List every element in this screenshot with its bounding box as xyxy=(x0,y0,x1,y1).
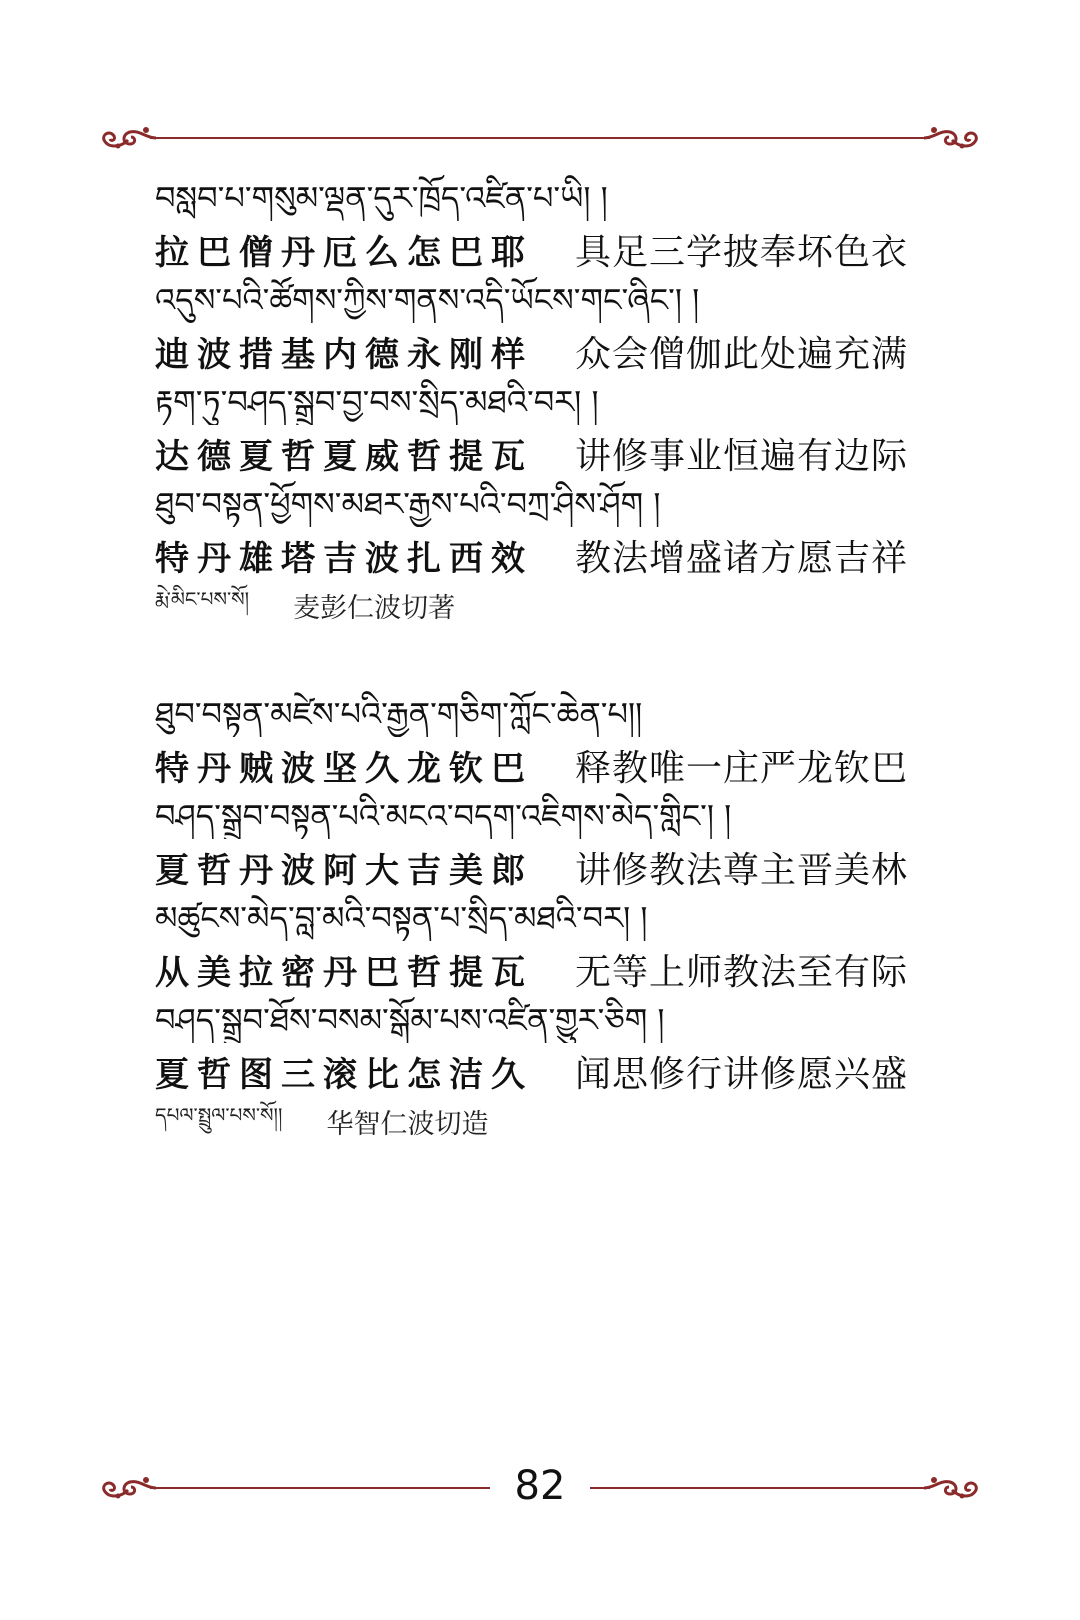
tibetan-line: རྟག་ཏུ་བཤད་སྒྲུབ་བྱ་བས་སྲིད་མཐའི་བར། ། xyxy=(155,383,599,421)
translation-line: 无等上师教法至有际 xyxy=(575,951,909,992)
scroll-ornament-icon xyxy=(922,122,980,152)
author-signature xyxy=(155,1099,925,1143)
verse-pair xyxy=(155,221,925,277)
translation-line: 教法增盛诸方愿吉祥 xyxy=(575,537,909,578)
tibetan-line: ཐུབ་བསྟན་ཕྱོགས་མཐར་རྒྱས་པའི་བཀྲ་ཤིས་ཤོག ། xyxy=(155,485,661,523)
translation-line: 讲修教法尊主晋美林 xyxy=(575,849,909,890)
translation-line: 具足三学披奉坏色衣 xyxy=(575,231,909,272)
transliteration-line: 迪波措基内德永刚样 xyxy=(155,334,533,375)
verse-pair xyxy=(155,425,925,481)
transliteration-line: 夏哲丹波阿大吉美郎 xyxy=(155,850,533,891)
prayer-text xyxy=(155,175,925,1143)
tibetan-line: འདུས་པའི་ཚོགས་ཀྱིས་གནས་འདི་ཡོངས་གང་ཞིང་། ། xyxy=(155,281,700,319)
verse-pair xyxy=(155,941,925,997)
transliteration-line: 拉巴僧丹厄么怎巴耶 xyxy=(155,232,533,273)
translation-line: 释教唯一庄严龙钦巴 xyxy=(575,747,909,788)
translation-line: 闻思修行讲修愿兴盛 xyxy=(575,1053,909,1094)
tibetan-line: བསླབ་པ་གསུམ་ལྡན་དུར་ཁྲོད་འཛིན་པ་ཡི། ། xyxy=(155,179,608,217)
tibetan-line: ཐུབ་བསྟན་མཛེས་པའི་རྒྱན་གཅིག་ཀློང་ཆེན་པ།། xyxy=(155,695,643,733)
transliteration-line: 特丹贼波坚久龙钦巴 xyxy=(155,748,533,789)
verse-pair xyxy=(155,323,925,379)
tibetan-line: མཚུངས་མེད་བླ་མའི་བསྟན་པ་སྲིད་མཐའི་བར། ། xyxy=(155,899,648,937)
signature-tibetan: དཔལ་སྤྲུལ་པས་སོ།། xyxy=(155,1103,283,1127)
scroll-ornament-icon xyxy=(922,1472,980,1502)
author-signature xyxy=(155,583,925,627)
divider-line xyxy=(150,1487,490,1489)
tibetan-line: བཤད་སྒྲུབ་ཐོས་བསམ་སྒོམ་པས་འཛིན་གྱུར་ཅིག ། xyxy=(155,1001,665,1039)
page-number: 82 xyxy=(514,1463,566,1509)
verse-pair xyxy=(155,1043,925,1099)
signature-chinese: 华智仁波切造 xyxy=(326,1108,489,1139)
signature-chinese: 麦彭仁波切著 xyxy=(293,592,456,623)
verse-pair xyxy=(155,527,925,583)
transliteration-line: 从美拉密丹巴哲提瓦 xyxy=(155,952,533,993)
prayer-stanza xyxy=(155,691,925,1143)
translation-line: 讲修事业恒遍有边际 xyxy=(575,435,909,476)
verse-pair xyxy=(155,737,925,793)
transliteration-line: 特丹雄塔吉波扎西效 xyxy=(155,538,533,579)
verse-pair xyxy=(155,839,925,895)
translation-line: 众会僧伽此处遍充满 xyxy=(575,333,909,374)
divider-line xyxy=(590,1487,930,1489)
signature-tibetan: རྨེ་མིང་པས་སོ། xyxy=(155,587,250,611)
prayer-stanza xyxy=(155,175,925,627)
header-ornament-rule xyxy=(100,122,980,152)
tibetan-line: བཤད་སྒྲུབ་བསྟན་པའི་མངའ་བདག་འཇིགས་མེད་གླིང་། ། xyxy=(155,797,732,835)
transliteration-line: 达德夏哲夏威哲提瓦 xyxy=(155,436,533,477)
divider-line xyxy=(150,137,930,139)
transliteration-line: 夏哲图三滚比怎洁久 xyxy=(155,1054,533,1095)
